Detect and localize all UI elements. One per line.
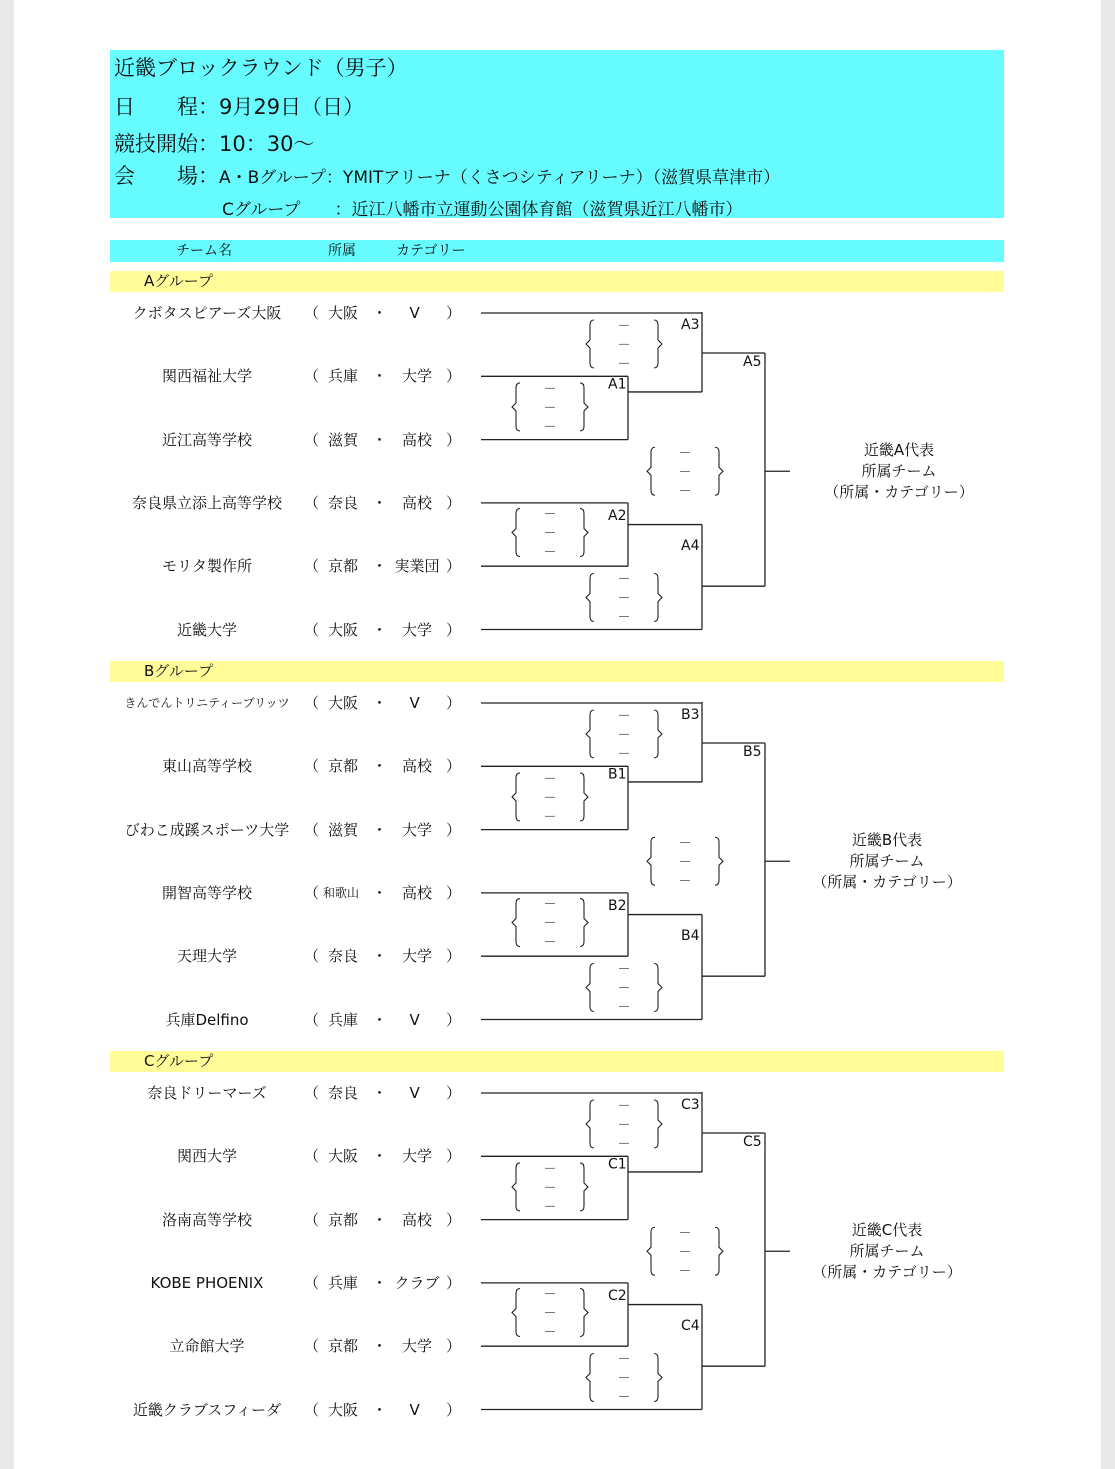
team-name: クボタスピアーズ大阪 (132, 304, 282, 322)
group-3-score-match-2-left-brace (512, 1289, 520, 1337)
group-1-score-match-2-set-score-2: － (543, 526, 557, 542)
column-category: カテゴリー (396, 243, 466, 259)
team-prefecture: 滋賀 (328, 820, 359, 839)
start-label: 競技開始： (114, 132, 219, 156)
group-3-score-match-4-set-score-1: － (617, 1352, 631, 1368)
group-2-score-match-1-right-brace (580, 773, 588, 821)
group-1-score-match-1-set-score-3: － (543, 419, 557, 435)
team-name: 近畿クラブスフィーダ (132, 1400, 282, 1419)
team-category: 高校 (402, 1210, 433, 1229)
group-1-score-match-1-left-brace (512, 383, 520, 431)
team-name: 関西福祉大学 (161, 367, 253, 386)
paren-open: （ (304, 1084, 320, 1102)
team-prefecture: 奈良 (328, 1084, 359, 1102)
paren-close: ） (446, 694, 462, 712)
group-2-score-match-3-set-score-3: － (617, 747, 631, 762)
group-2-score-match-3-set-score-2: － (617, 728, 631, 743)
team-category: 大学 (402, 367, 433, 386)
group-3-label: Cグループ (144, 1052, 214, 1070)
paren-open: （ (304, 820, 320, 839)
group-1-score-match-4-right-brace (654, 574, 662, 622)
team-category: V (409, 1010, 420, 1029)
group-1-match-label-5: A5 (743, 354, 762, 370)
group-1-score-match-3-set-score-2: － (617, 338, 631, 353)
paren-close: ） (446, 367, 462, 386)
group-3-score-match-2-set-score-1: － (543, 1287, 557, 1303)
group-1-score-match-5-right-brace (715, 447, 723, 495)
team-prefecture: 京都 (328, 557, 359, 576)
group-3-score-match-1-left-brace (512, 1163, 520, 1211)
group-3-score-match-3-set-score-1: － (617, 1099, 631, 1114)
team-name: 洛南高等学校 (161, 1210, 253, 1229)
separator-dot: ・ (372, 1010, 388, 1029)
group-1-score-match-1-set-score-2: － (543, 400, 557, 416)
separator-dot: ・ (372, 304, 388, 322)
team-name: 天理大学 (176, 947, 238, 966)
group-1-label: Aグループ (144, 272, 214, 290)
group-3-match-label-2: C2 (608, 1287, 627, 1304)
paren-open: （ (304, 304, 320, 322)
paren-close: ） (446, 757, 462, 776)
paren-open: （ (304, 694, 320, 712)
paren-open: （ (304, 947, 320, 966)
separator-dot: ・ (372, 1337, 388, 1356)
team-prefecture: 兵庫 (328, 1010, 359, 1029)
group-1-representative-line-1: 近畿A代表 (863, 441, 935, 460)
group-2-score-match-4-set-score-1: － (617, 962, 631, 978)
group-2-score-match-5-right-brace (715, 837, 723, 885)
group-1-score-match-4-set-score-3: － (617, 610, 631, 626)
team-name: 立命館大学 (169, 1337, 245, 1356)
group-2-match-label-3: B3 (681, 707, 700, 723)
team-prefecture: 大阪 (328, 694, 359, 712)
venue-c: Cグループ ：近江八幡市立運動公園体育館（滋賀県近江八幡市） (222, 200, 743, 220)
group-2-score-match-2-right-brace (580, 899, 588, 947)
team-name: 開智高等学校 (161, 883, 253, 902)
group-2-score-match-4-set-score-3: － (617, 1000, 631, 1016)
group-1-score-match-3-set-score-1: － (617, 319, 631, 334)
group-2-score-match-5-set-score-1: － (678, 836, 692, 852)
group-2-score-match-2-left-brace (512, 899, 520, 947)
group-3-match-label-4: C4 (681, 1318, 700, 1335)
separator-dot: ・ (372, 430, 388, 449)
group-2-score-match-4-set-score-2: － (617, 981, 631, 997)
group-3-score-match-1-set-score-3: － (543, 1199, 557, 1215)
team-category: 実業団 (394, 557, 440, 576)
group-1-match-label-3: A3 (681, 317, 700, 333)
group-3-score-match-4-right-brace (654, 1354, 662, 1402)
group-3-score-match-2-right-brace (580, 1289, 588, 1337)
paren-close: ） (446, 820, 462, 839)
group-2-score-match-5-set-score-3: － (678, 874, 692, 890)
group-2-match-label-5: B5 (743, 744, 762, 760)
group-1-score-match-1-right-brace (580, 383, 588, 431)
group-3-representative-line-2: 所属チーム (849, 1242, 925, 1261)
team-prefecture: 兵庫 (328, 1273, 359, 1292)
group-3-score-match-2-set-score-2: － (543, 1306, 557, 1322)
group-1-score-match-3-set-score-3: － (617, 357, 631, 372)
group-2-representative-line-2: 所属チーム (849, 852, 925, 871)
date-label: 日 程： (114, 95, 219, 119)
team-name: 近江高等学校 (161, 430, 253, 449)
paren-close: ） (446, 430, 462, 449)
separator-dot: ・ (372, 694, 388, 712)
paren-open: （ (304, 1210, 320, 1229)
group-3-score-match-1-set-score-2: － (543, 1180, 557, 1196)
separator-dot: ・ (372, 1084, 388, 1102)
column-team: チーム名 (176, 243, 232, 259)
group-2-score-match-1-set-score-3: － (543, 809, 557, 825)
team-category: 高校 (402, 493, 433, 512)
separator-dot: ・ (372, 757, 388, 776)
group-3-score-match-5-right-brace (715, 1227, 723, 1275)
paren-close: ） (446, 1337, 462, 1356)
group-1-match-label-2: A2 (608, 507, 627, 524)
team-name: 奈良ドリーマーズ (147, 1084, 267, 1102)
separator-dot: ・ (372, 883, 388, 902)
separator-dot: ・ (372, 1210, 388, 1229)
team-prefecture: 兵庫 (328, 367, 359, 386)
separator-dot: ・ (372, 557, 388, 576)
team-category: 大学 (402, 947, 433, 966)
paren-open: （ (304, 557, 320, 576)
paren-open: （ (304, 1147, 320, 1166)
paren-close: ） (446, 620, 462, 639)
team-category: 高校 (402, 430, 433, 449)
group-3-score-match-3-set-score-3: － (617, 1137, 631, 1152)
group-2-score-match-1-left-brace (512, 773, 520, 821)
separator-dot: ・ (372, 947, 388, 966)
group-2-match-label-2: B2 (608, 897, 627, 914)
group-1-match-label-1: A1 (608, 376, 627, 393)
group-3-score-match-2-set-score-3: － (543, 1325, 557, 1341)
group-1-match-label-4: A4 (681, 538, 700, 555)
separator-dot: ・ (372, 367, 388, 386)
paren-close: ） (446, 1147, 462, 1166)
team-prefecture: 大阪 (328, 620, 359, 639)
group-3-representative-line-3: （所属・カテゴリー） (812, 1263, 962, 1282)
paren-close: ） (446, 883, 462, 902)
separator-dot: ・ (372, 1147, 388, 1166)
separator-dot: ・ (372, 1400, 388, 1419)
group-1-score-match-2-set-score-3: － (543, 545, 557, 561)
team-prefecture: 奈良 (328, 493, 359, 512)
team-prefecture: 大阪 (328, 1400, 359, 1419)
separator-dot: ・ (372, 820, 388, 839)
group-3-score-match-4-set-score-2: － (617, 1371, 631, 1387)
group-3-match-label-5: C5 (743, 1134, 762, 1150)
team-category: 大学 (402, 820, 433, 839)
group-2-score-match-5-set-score-2: － (678, 855, 692, 871)
group-2-score-match-4-left-brace (586, 964, 594, 1012)
team-category: V (409, 1084, 420, 1102)
group-3-match-label-3: C3 (681, 1097, 700, 1113)
paren-open: （ (304, 493, 320, 512)
group-1-score-match-4-set-score-1: － (617, 572, 631, 588)
group-1-score-match-2-left-brace (512, 509, 520, 557)
team-name: 東山高等学校 (161, 757, 253, 776)
paren-open: （ (304, 620, 320, 639)
paren-open: （ (304, 1010, 320, 1029)
group-1-representative-line-2: 所属チーム (861, 462, 937, 481)
paren-open: （ (304, 1400, 320, 1419)
group-1-score-match-5-set-score-3: － (678, 484, 692, 500)
group-2-score-match-2-set-score-3: － (543, 935, 557, 951)
team-name: KOBE PHOENIX (150, 1273, 264, 1292)
group-1-score-match-2-set-score-1: － (543, 507, 557, 523)
group-1-score-match-4-set-score-2: － (617, 591, 631, 607)
group-3-score-match-5-set-score-3: － (678, 1264, 692, 1280)
group-3-score-match-4-left-brace (586, 1354, 594, 1402)
group-1-score-match-2-right-brace (580, 509, 588, 557)
venue-label: 会 場： (114, 164, 219, 188)
group-1-score-match-1-set-score-1: － (543, 381, 557, 397)
team-category: V (409, 1400, 420, 1419)
column-affiliation: 所属 (328, 243, 356, 259)
paren-open: （ (304, 1273, 320, 1292)
separator-dot: ・ (372, 1273, 388, 1292)
team-category: 大学 (402, 1337, 433, 1356)
group-2-score-match-3-set-score-1: － (617, 709, 631, 724)
venue-ab: A・Bグループ：YMITアリーナ（くさつシティアリーナ）（滋賀県草津市） (219, 168, 781, 188)
paren-close: ） (446, 557, 462, 576)
team-category: クラブ (394, 1273, 440, 1292)
group-1-score-match-3-right-brace (654, 320, 662, 368)
group-2-score-match-3-left-brace (586, 710, 594, 758)
group-2-score-match-4-right-brace (654, 964, 662, 1012)
group-3-score-match-1-set-score-1: － (543, 1161, 557, 1177)
team-prefecture: 大阪 (328, 304, 359, 322)
date-value: 9月29日（日） (219, 95, 365, 119)
group-1-representative-line-3: （所属・カテゴリー） (824, 483, 974, 502)
team-category: 大学 (402, 620, 433, 639)
group-2-match-label-1: B1 (608, 766, 627, 783)
team-name: きんでんトリニティーブリッツ (124, 696, 290, 710)
team-name: モリタ製作所 (161, 557, 253, 576)
group-3-score-match-5-left-brace (647, 1227, 655, 1275)
group-3-score-match-5-set-score-2: － (678, 1245, 692, 1261)
paren-close: ） (446, 1273, 462, 1292)
team-prefecture: 京都 (328, 1210, 359, 1229)
group-2-label: Bグループ (144, 662, 214, 680)
team-prefecture: 和歌山 (323, 885, 360, 900)
group-3-score-match-4-set-score-3: － (617, 1390, 631, 1406)
group-1-score-match-3-left-brace (586, 320, 594, 368)
start-value: 10：30〜 (219, 132, 315, 156)
team-name: 奈良県立添上高等学校 (131, 493, 283, 512)
paren-close: ） (446, 1210, 462, 1229)
team-category: V (409, 694, 420, 712)
group-3-score-match-1-right-brace (580, 1163, 588, 1211)
separator-dot: ・ (372, 620, 388, 639)
team-prefecture: 大阪 (328, 1147, 359, 1166)
paren-close: ） (446, 947, 462, 966)
paren-open: （ (304, 367, 320, 386)
paren-open: （ (304, 757, 320, 776)
team-name: 近畿大学 (176, 620, 238, 639)
team-name: 兵庫Delfino (165, 1010, 249, 1029)
paren-close: ） (446, 304, 462, 322)
group-1-score-match-5-set-score-1: － (678, 446, 692, 462)
team-prefecture: 奈良 (328, 947, 359, 966)
group-2-score-match-3-right-brace (654, 710, 662, 758)
team-name: びわこ成蹊スポーツ大学 (124, 820, 290, 839)
paren-open: （ (304, 1337, 320, 1356)
group-2-score-match-2-set-score-1: － (543, 897, 557, 913)
group-3-score-match-3-left-brace (586, 1100, 594, 1148)
team-prefecture: 滋賀 (328, 430, 359, 449)
group-2-representative-line-1: 近畿B代表 (851, 831, 923, 850)
group-3-score-match-5-set-score-1: － (678, 1226, 692, 1242)
team-category: V (409, 304, 420, 322)
team-prefecture: 京都 (328, 757, 359, 776)
group-1-score-match-5-left-brace (647, 447, 655, 495)
group-2-match-label-4: B4 (681, 928, 700, 945)
separator-dot: ・ (372, 493, 388, 512)
paren-open: （ (304, 883, 320, 902)
group-2-score-match-5-left-brace (647, 837, 655, 885)
team-category: 大学 (402, 1147, 433, 1166)
paren-open: （ (304, 430, 320, 449)
group-3-representative-line-1: 近畿C代表 (851, 1221, 923, 1240)
group-3-score-match-3-right-brace (654, 1100, 662, 1148)
group-2-score-match-1-set-score-1: － (543, 771, 557, 787)
team-prefecture: 京都 (328, 1337, 359, 1356)
paren-close: ） (446, 1084, 462, 1102)
paren-close: ） (446, 1400, 462, 1419)
paren-close: ） (446, 1010, 462, 1029)
group-2-score-match-1-set-score-2: － (543, 790, 557, 806)
group-3-match-label-1: C1 (608, 1156, 627, 1173)
team-category: 高校 (402, 883, 433, 902)
team-name: 関西大学 (176, 1147, 238, 1166)
event-title: 近畿ブロックラウンド（男子） (114, 56, 408, 80)
group-3-score-match-3-set-score-2: － (617, 1118, 631, 1133)
group-1-score-match-5-set-score-2: － (678, 465, 692, 481)
group-2-representative-line-3: （所属・カテゴリー） (812, 873, 962, 892)
group-2-score-match-2-set-score-2: － (543, 916, 557, 932)
group-1-score-match-4-left-brace (586, 574, 594, 622)
paren-close: ） (446, 493, 462, 512)
team-category: 高校 (402, 757, 433, 776)
